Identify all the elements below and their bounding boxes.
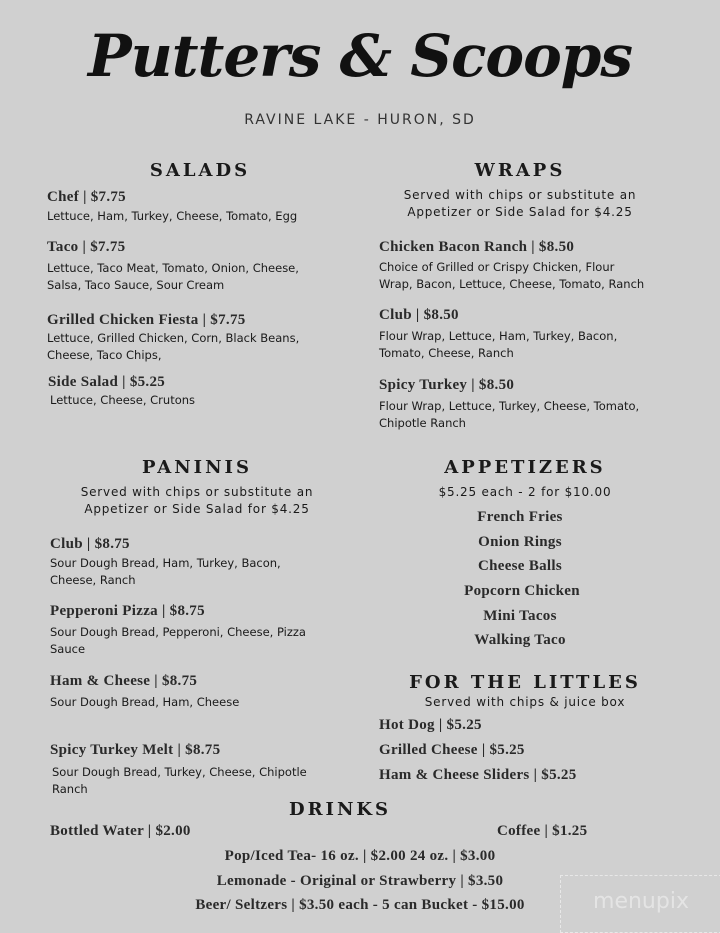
wraps-heading: WRAPS <box>474 160 566 181</box>
menupix-watermark: menupix <box>560 875 720 933</box>
panini-item-desc: Ranch <box>52 782 88 796</box>
littles-note: Served with chips & juice box <box>424 695 626 709</box>
drink-item: Bottled Water | $2.00 <box>50 823 191 839</box>
restaurant-title: Putters & Scoops <box>87 22 632 90</box>
appetizers-heading: APPETIZERS <box>444 457 606 478</box>
drink-item: Coffee | $1.25 <box>497 823 588 839</box>
appetizer-item: Onion Rings <box>478 534 562 550</box>
panini-item-desc: Sour Dough Bread, Ham, Turkey, Bacon, <box>50 556 281 570</box>
wrap-item-desc: Tomato, Cheese, Ranch <box>379 346 514 360</box>
appetizer-item: Walking Taco <box>474 632 566 648</box>
salad-item-desc: Cheese, Taco Chips, <box>47 348 162 362</box>
wrap-item-name: Club | $8.50 <box>379 307 459 323</box>
wrap-item-desc: Chipotle Ranch <box>379 416 466 430</box>
appetizer-item: Cheese Balls <box>477 558 562 574</box>
salad-item-desc: Lettuce, Ham, Turkey, Cheese, Tomato, Egg <box>47 209 298 223</box>
wrap-item-desc: Choice of Grilled or Crispy Chicken, Flour <box>379 260 615 274</box>
littles-item: Grilled Cheese | $5.25 <box>379 742 525 758</box>
appetizers-note: $5.25 each - 2 for $10.00 <box>438 485 612 499</box>
drink-item: Lemonade - Original or Strawberry | $3.50 <box>216 873 504 889</box>
panini-item-name: Ham & Cheese | $8.75 <box>50 673 198 689</box>
drink-item: Beer/ Seltzers | $3.50 each - 5 can Bucket - $15.00 <box>195 897 525 913</box>
salad-item-name: Side Salad | $5.25 <box>48 374 166 390</box>
drinks-heading: DRINKS <box>288 799 392 820</box>
appetizer-item: French Fries <box>477 509 563 525</box>
salad-item-desc: Salsa, Taco Sauce, Sour Cream <box>47 278 225 292</box>
paninis-note: Appetizer or Side Salad for $4.25 <box>84 502 310 516</box>
panini-item-desc: Sour Dough Bread, Turkey, Cheese, Chipotle <box>52 765 307 779</box>
wrap-item-name: Spicy Turkey | $8.50 <box>379 377 515 393</box>
appetizer-item: Popcorn Chicken <box>464 583 580 599</box>
salad-item-name: Grilled Chicken Fiesta | $7.75 <box>47 312 246 328</box>
wrap-item-desc: Flour Wrap, Lettuce, Turkey, Cheese, Tomato, <box>379 399 640 413</box>
wraps-note: Served with chips or substitute an <box>403 188 637 202</box>
salads-heading: SALADS <box>149 160 251 181</box>
paninis-heading: PANINIS <box>142 457 252 478</box>
panini-item-name: Pepperoni Pizza | $8.75 <box>50 603 205 619</box>
salad-item-desc: Lettuce, Cheese, Crutons <box>50 393 196 407</box>
panini-item-desc: Sour Dough Bread, Ham, Cheese <box>50 695 240 709</box>
wrap-item-name: Chicken Bacon Ranch | $8.50 <box>379 239 575 255</box>
appetizer-item: Mini Tacos <box>483 608 557 624</box>
panini-item-name: Club | $8.75 <box>50 536 130 552</box>
panini-item-desc: Cheese, Ranch <box>50 573 136 587</box>
salad-item-desc: Lettuce, Grilled Chicken, Corn, Black Beans, <box>47 331 300 345</box>
wraps-note: Appetizer or Side Salad for $4.25 <box>407 205 633 219</box>
drink-item: Pop/Iced Tea- 16 oz. | $2.00 24 oz. | $3.00 <box>224 848 496 864</box>
littles-heading: FOR THE LITTLES <box>409 672 641 693</box>
salad-item-name: Taco | $7.75 <box>47 239 126 255</box>
salad-item-name: Chef | $7.75 <box>47 189 126 205</box>
wrap-item-desc: Wrap, Bacon, Lettuce, Cheese, Tomato, Ranch <box>379 277 645 291</box>
location-subtitle: RAVINE LAKE - HURON, SD <box>244 112 476 128</box>
panini-item-name: Spicy Turkey Melt | $8.75 <box>50 742 221 758</box>
panini-item-desc: Sauce <box>50 642 86 656</box>
paninis-note: Served with chips or substitute an <box>80 485 314 499</box>
littles-item: Hot Dog | $5.25 <box>379 717 482 733</box>
wrap-item-desc: Flour Wrap, Lettuce, Ham, Turkey, Bacon, <box>379 329 618 343</box>
panini-item-desc: Sour Dough Bread, Pepperoni, Cheese, Pizza <box>50 625 306 639</box>
littles-item: Ham & Cheese Sliders | $5.25 <box>379 767 577 783</box>
salad-item-desc: Lettuce, Taco Meat, Tomato, Onion, Cheese, <box>47 261 299 275</box>
